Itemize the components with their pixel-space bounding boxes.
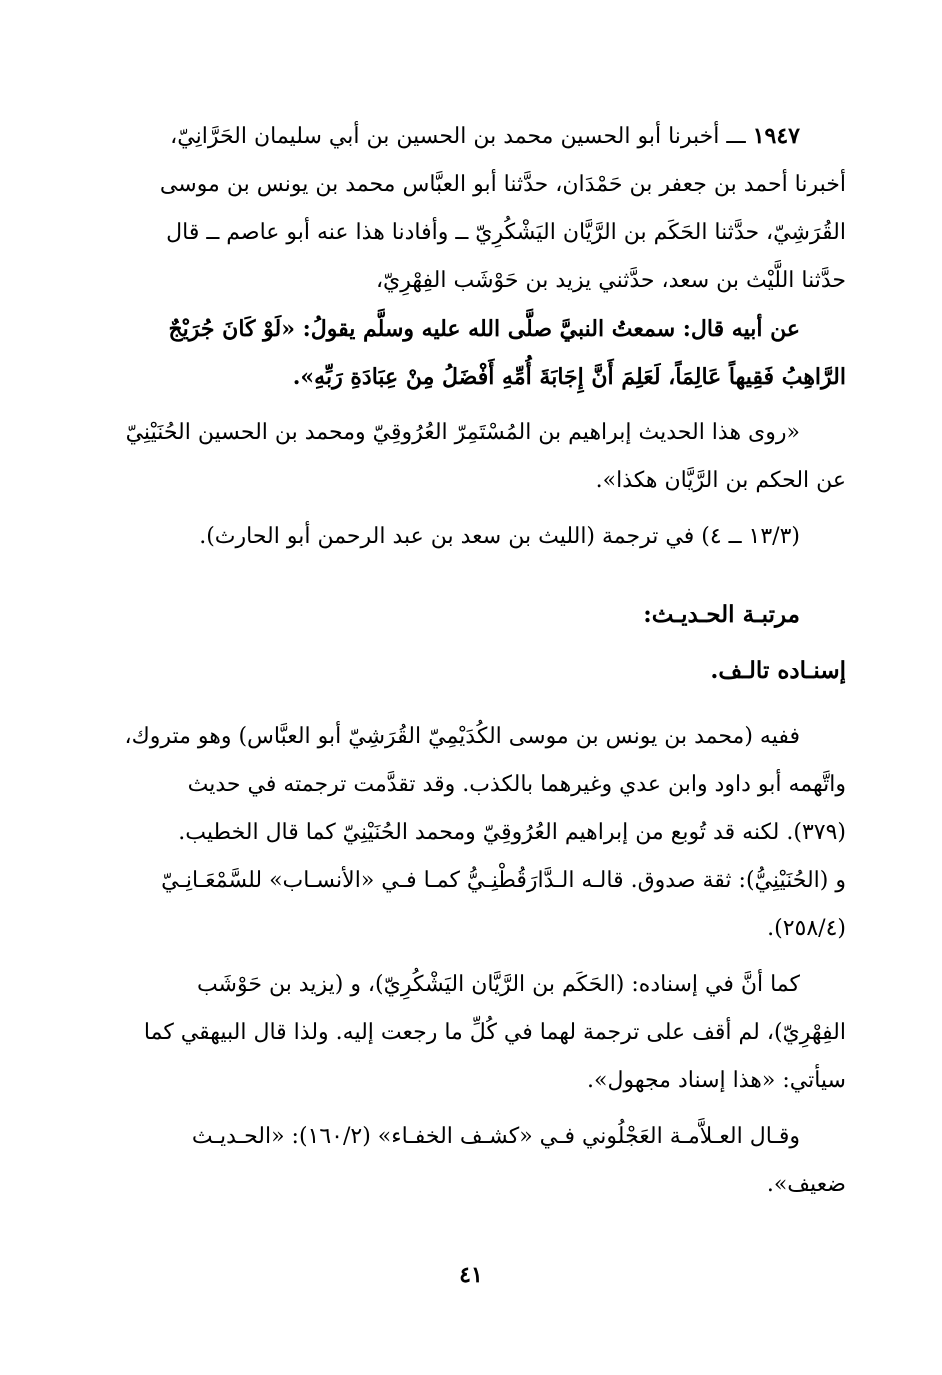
hadith-isnad <box>96 112 846 305</box>
hadith-isnad-line-3: القُرَشِيّ، حدَّثنا الحَكَم بن الرَّيَّان اليَشْكُرِيّ ــ وأفادنا هذا عنه أبو عاصم ــ قال <box>166 220 846 245</box>
grading-paragraph-2 <box>96 961 846 1105</box>
hadith-matn <box>96 305 846 401</box>
grading-verdict: إسنـاده تالـف. <box>710 657 846 684</box>
grading-p1-line-3: (٣٧٩). لكنه قد تُوبع من إبراهيم العُرُوقِيّ ومحمد الحُنَيْنِيّ كما قال الخطيب. <box>178 820 846 845</box>
hadith-number: ١٩٤٧ <box>752 123 800 149</box>
hadith-reference-line: (١٣/٣ ــ ٤) في ترجمة (الليث بن سعد بن عبد الرحمن أبو الحارث). <box>199 524 800 549</box>
hadith-isnad-line-4: حدَّثنا اللَّيْث بن سعد، حدَّثني يزيد بن حَوْشَب الفِهْرِيّ، <box>375 268 846 293</box>
hadith-note <box>96 409 846 505</box>
hadith-isnad-line-2: أخبرنا أحمد بن جعفر بن حَمْدَان، حدَّثنا أبو العبَّاس محمد بن يونس بن موسى <box>159 172 846 197</box>
grading-paragraph-3 <box>96 1113 846 1209</box>
grading-p2-line-3: سيأتي: «هذا إسناد مجهول». <box>587 1068 846 1093</box>
section-heading: مرتبـة الحـديـث: <box>643 601 800 628</box>
hadith-matn-line-1: عن أبيه قال: سمعتُ النبيَّ صلَّى الله عليه وسلَّم يقولُ: «لَوْ كَانَ جُرَيْجٌ <box>168 316 800 342</box>
spacer <box>96 1105 846 1113</box>
grading-p3-line-2: ضعيف». <box>766 1172 846 1197</box>
grading-p2-line-1: كما أنَّ في إسناده: (الحَكَم بن الرَّيَّان اليَشْكُرِيّ)، و (يزيد بن حَوْشَب <box>196 972 800 997</box>
spacer <box>96 695 846 713</box>
spacer <box>96 505 846 513</box>
grading-paragraph-1 <box>96 713 846 953</box>
spacer <box>96 953 846 961</box>
grading-p1-line-4: و (الحُنَيْنِيُّ): ثقة صدوق. قالـه الـدَّارَقُطْنِـيُّ كمـا فـي «الأنسـاب» للسَّمْعَـانِـيّ <box>161 868 846 893</box>
spacer <box>96 561 846 591</box>
hadith-note-line-1: «روى هذا الحديث إبراهيم بن المُسْتَمِرّ العُرُوقِيّ ومحمد بن الحسين الحُنَيْنِيّ <box>125 420 800 445</box>
hadith-matn-line-2: الرَّاهِبُ فَقِيهاً عَالِمَاً، لَعَلِمَ أَنَّ إِجَابَةَ أُمِّهِ أَفْضَلُ مِنْ عِبَادَةِ رَبِّهِ». <box>292 364 846 390</box>
page-number: ٤١ <box>459 1262 483 1288</box>
hadith-isnad-line-1: ـــ أخبرنا أبو الحسين محمد بن الحسين بن أبي سليمان الحَرَّانِيّ، <box>170 124 746 149</box>
spacer <box>96 401 846 409</box>
grading-p2-line-2: الفِهْرِيّ)، لم أقف على ترجمة لهما في كُلِّ ما رجعت إليه. ولذا قال البيهقي كما <box>143 1020 846 1045</box>
hadith-note-line-2: عن الحكم بن الرَّيَّان هكذا». <box>595 468 846 493</box>
grading-p1-line-2: واتَّهمه أبو داود وابن عدي وغيرهما بالكذب. وقد تقدَّمت ترجمته في حديث <box>187 772 846 797</box>
grading-p1-line-1: ففيه (محمد بن يونس بن موسى الكُدَيْمِيّ القُرَشِيّ أبو العبَّاس) وهو متروك، <box>124 724 800 749</box>
grading-p1-line-5: (٢٥٨/٤). <box>767 916 846 941</box>
hadith-reference <box>96 513 846 561</box>
hadith-line <box>96 112 846 161</box>
grading-p3-line-1: وقـال العـلاَّمـة العَجْلُوني فـي «كشـف الخفـاء» (١٦٠/٢): «الحـديـث <box>191 1124 800 1149</box>
spacer <box>96 639 846 647</box>
